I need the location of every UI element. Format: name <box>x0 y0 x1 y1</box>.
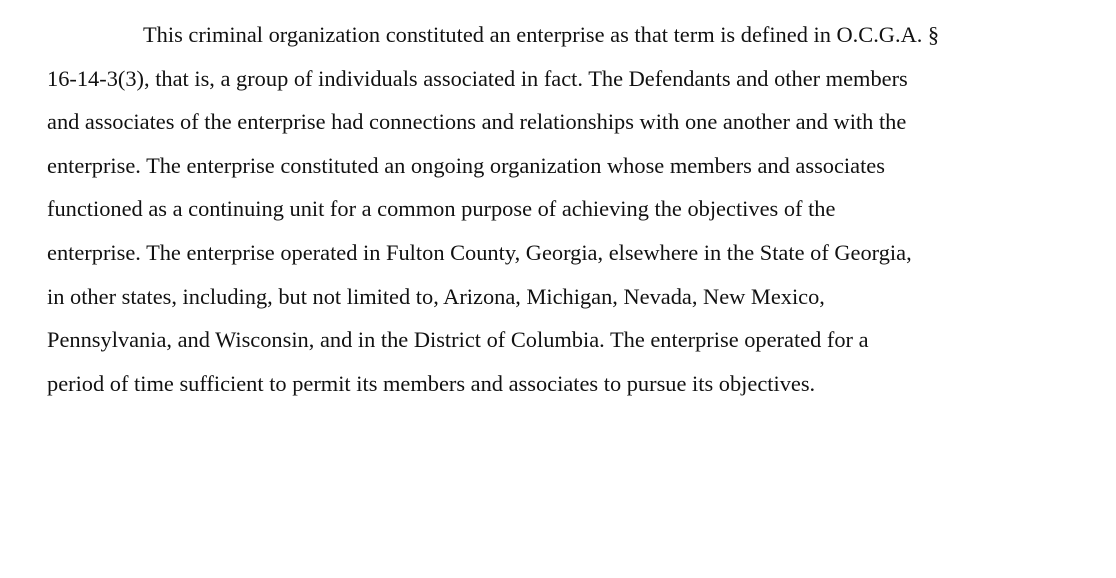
paragraph-line: in other states, including, but not limited to, Arizona, Michigan, Nevada, New Mexico, <box>47 283 825 309</box>
paragraph-line: enterprise. The enterprise constituted an ongoing organization whose members and associates <box>47 152 885 178</box>
body-paragraph <box>47 13 1107 405</box>
paragraph-line: period of time sufficient to permit its members and associates to pursue its objectives. <box>47 370 816 396</box>
paragraph-line: enterprise. The enterprise operated in Fulton County, Georgia, elsewhere in the State of Georgia, <box>47 239 912 265</box>
paragraph-line: functioned as a continuing unit for a common purpose of achieving the objectives of the <box>47 196 836 222</box>
paragraph-line: 16-14-3(3), that is, a group of individuals associated in fact. The Defendants and other members <box>47 65 908 91</box>
paragraph-line: and associates of the enterprise had connections and relationships with one another and with the <box>47 109 907 135</box>
paragraph-line: This criminal organization constituted an enterprise as that term is defined in O.C.G.A. § <box>143 22 940 47</box>
paragraph-line: Pennsylvania, and Wisconsin, and in the District of Columbia. The enterprise operated for a <box>47 327 869 353</box>
